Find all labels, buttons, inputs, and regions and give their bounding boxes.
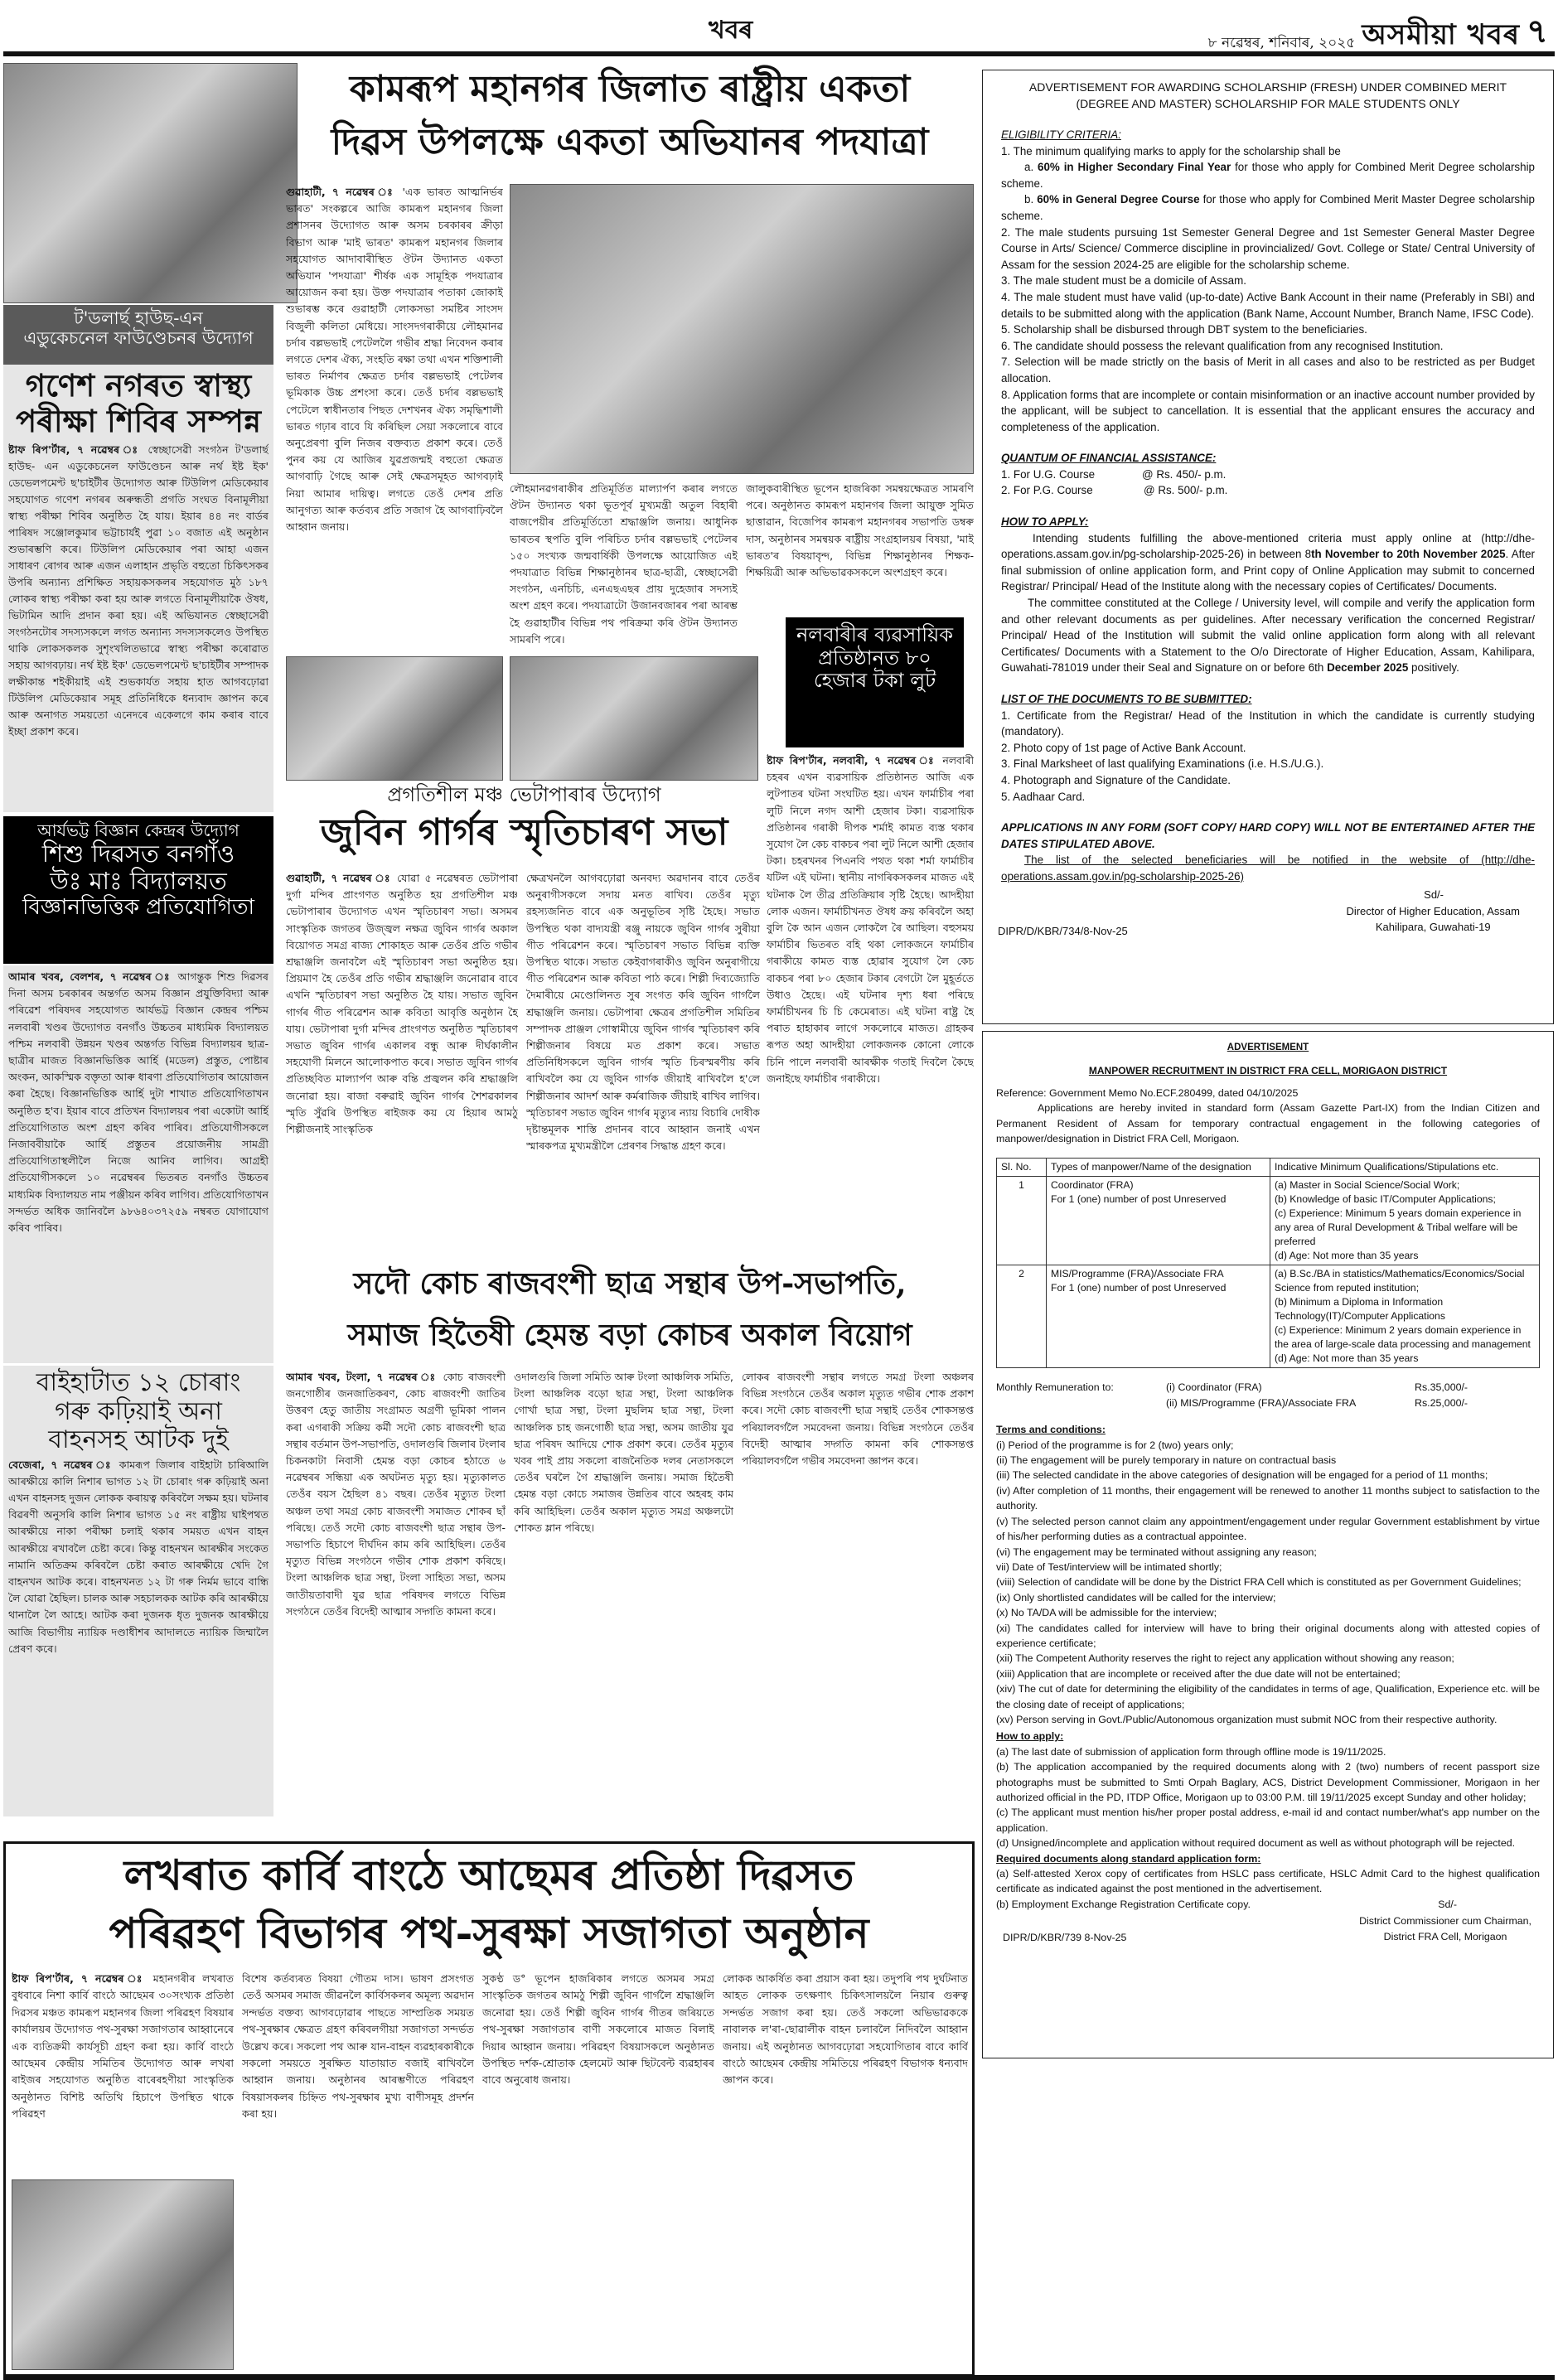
dateline: গুৱাহাটী, ৭ নৱেম্বৰ ঃ	[286, 186, 396, 198]
dateline: গুৱাহাটী, ৭ নৱেম্বৰ ঃ	[286, 872, 392, 884]
section-heading: ELIGIBILITY CRITERIA:	[1001, 128, 1121, 141]
karbi-col-1	[12, 1971, 234, 2174]
terms-list	[996, 1438, 1540, 1728]
warning-text: APPLICATIONS IN ANY FORM (SOFT COPY/ HARD COPY) WILL NOT BE ENTERTAINED AFTER THE DATES STIPULATED ABOVE.	[1001, 821, 1535, 850]
assistance-row: 2. For P.G. Course @ Rs. 500/- p.m.	[1001, 484, 1228, 497]
table-header: Types of manpower/Name of the designation	[1047, 1159, 1270, 1177]
posts-table	[996, 1158, 1540, 1368]
list-item: (vi) The engagement may be terminated without assigning any reason;	[996, 1546, 1317, 1558]
koch-col-2	[514, 1369, 733, 1816]
karbi-col-2	[242, 1971, 474, 2370]
sd-label: Sd/-	[1438, 1899, 1457, 1911]
table-header: Indicative Minimum Qualifications/Stipulations etc.	[1270, 1159, 1540, 1177]
list-item: (xiv) The cut of date for determining the eligibility of the candidates in terms of age, Qualification, Experience etc. will be the closing date of receipt of applications;	[996, 1683, 1540, 1710]
bottom-rule	[3, 2375, 1555, 2380]
headline: নলবাৰীৰ ব্যৱসায়িক	[796, 623, 954, 646]
list-item: (xii) The Competent Authority reserves the right to reject any application without showing any reason;	[996, 1652, 1454, 1665]
criteria-item: 3. The male student must be a domicile of Assam.	[1001, 274, 1246, 288]
karbi-col-4	[723, 1971, 968, 2370]
list-item: (i) Period of the programme is for 2 (two) years only;	[996, 1439, 1234, 1451]
section-heading: LIST OF THE DOCUMENTS TO BE SUBMITTED:	[1001, 693, 1252, 705]
karbi-headline	[8, 1846, 970, 1962]
karbi-col-3	[482, 1971, 714, 2370]
list-item: (a) Self-attested Xerox copy of certificates from HSLC pass certificate, HSLC Admit Card to the highest qualification certificate as indicated against the post mentioned in the advertisement.	[996, 1868, 1540, 1895]
ad-title: ADVERTISEMENT FOR AWARDING SCHOLARSHIP (FRESH) UNDER COMBINED MERIT	[1028, 80, 1507, 94]
section-heading: Required documents along standard application form:	[996, 1852, 1261, 1865]
unity-col-2	[510, 481, 738, 653]
section-heading: Terms and conditions:	[996, 1424, 1106, 1436]
article-body: যোৱা ৫ নৱেম্বৰত ভেটাপাৰা দুৰ্গা মন্দিৰ প্ৰাংগণত অনুষ্ঠিত হয় প্ৰগতিশীল মঞ্চ ভেটাপাৰাৰ উদ্যোগত এখন স্মৃতিচাৰণ সভা। অসমৰ সাংস্কৃতিক জগতৰ উজ্জ্বল নক্ষত্ৰ জুবিন গাৰ্গৰ অকাল বিয়োগত সমগ্ৰ ৰাজ্য শোকাহত আৰু তেওঁৰ প্ৰতি গভীৰ শ্ৰদ্ধাঞ্জলি জনাবলৈ এই স্মৃতিচাৰণ সভা অনুষ্ঠিত হয়। প্ৰিয়মাণ হৈ তেওঁৰ প্ৰতি গভীৰ শ্ৰদ্ধাঞ্জলি জনোৱাৰ বাবে এখনি স্মৃতিচাৰণ সভা অনুষ্ঠিত হৈ যায়। সভাত জুবিন গাৰ্গৰ গীত পৰিৱেশন আৰু কবিতা আবৃত্তি অনুষ্ঠান হৈ যায়। ভেটাপাৰা দুৰ্গা মন্দিৰ প্ৰাংগণত অনুষ্ঠিত স্মৃতিচাৰণ সভাত জুবিন গাৰ্গৰ একালৰ বন্ধু আৰু দীৰ্ঘকালীন সহযোগী মিলনে আলোকপাত কৰে। সভাত জুবিন গাৰ্গৰ প্ৰতিচ্ছবিত মাল্যাৰ্পণ আৰু বন্তি প্ৰজ্বলন কৰি শ্ৰদ্ধাঞ্জলি জনোৱা হয়। ৰাজা বৰুৱাই জুবিন গাৰ্গৰ শৈশৱকালৰ স্মৃতি সুঁৱৰি উপস্থিত ৰাইজক কয় যে হিয়াৰ আমঠু শিল্পীজনাই সাংস্কৃতিক	[286, 872, 518, 1136]
criteria-item: 6. The candidate should possess the relevant qualification from any recognised Institution.	[1001, 339, 1444, 352]
criteria-item: 5. Scholarship shall be disbursed through DBT system to the beneficiaries.	[1001, 323, 1367, 336]
list-item: (x) No TA/DA will be admissible for the interview;	[996, 1607, 1217, 1619]
post-cell: Coordinator (FRA) For 1 (one) number of post Unreserved	[1047, 1177, 1270, 1265]
headline: বিজ্ঞানভিত্তিক প্ৰতিযোগিতা	[22, 894, 254, 920]
criteria-item: 1. The minimum qualifying marks to apply for the scholarship shall be	[1001, 144, 1341, 157]
reference: Reference: Government Memo No.ECF.280499, dated 04/10/2025	[996, 1086, 1299, 1099]
headline: বাহনসহ আটক দুই	[48, 1425, 229, 1454]
unity-col-1	[286, 184, 503, 653]
list-item: (a) The last date of submission of application form through offline mode is 19/11/2025.	[996, 1745, 1386, 1758]
zubeen-event-photo-1	[510, 656, 758, 781]
criteria-item: b. 60% in General Degree Course for those who apply for Combined Merit Master Degree scholarship scheme.	[1001, 193, 1535, 222]
criteria-item: 2. The male students pursuing 1st Semester General Degree and 1st Semester General Master Degree Course in Arts/ Science/ Commerce discipline in provincialized/ Govt. College or State/ Central University of Assam for the session 2024-25 are eligible for the scholarship scheme.	[1001, 225, 1535, 271]
post-cell: MIS/Programme (FRA)/Associate FRA For 1 (one) number of post Unreserved	[1047, 1265, 1270, 1368]
list-item: (b) Employment Exchange Registration Certificate copy.	[996, 1898, 1251, 1910]
document-item: 1. Certificate from the Registrar/ Head of the Institution in which the candidate is currently studying (mandatory).	[1001, 709, 1535, 738]
kicker: প্ৰগতিশীল মঞ্চ ভেটাপাৰাৰ উদ্যোগ	[387, 783, 661, 806]
list-item: (xiii) Application that are incomplete or received after the due date will not be entertained;	[996, 1667, 1401, 1680]
dateline: ষ্টাফ ৰিপ'ৰ্টাৰ, ৭ নৱেম্বৰ ঃ	[8, 443, 142, 457]
koch-col-3	[742, 1369, 974, 1816]
section-heading: QUANTUM OF FINANCIAL ASSISTANCE:	[1001, 452, 1217, 465]
table-row	[997, 1177, 1540, 1265]
list-item: (c) The applicant must mention his/her proper postal address, e-mail id and contact number/what's app number on the application.	[996, 1807, 1540, 1834]
koch-headline	[286, 1258, 974, 1364]
remuneration-label: Monthly Remuneration to:	[996, 1381, 1114, 1394]
kicker-line: এডুকেচনেল ফাউণ্ডেচনৰ উদ্যোগ	[23, 328, 254, 349]
list-item: vii) Date of Test/interview will be intimated shortly;	[996, 1560, 1222, 1573]
cattle-story	[3, 1366, 273, 1816]
health-camp-photo	[3, 63, 298, 303]
unity-col-3	[746, 481, 974, 605]
signatory: District Commissioner cum Chairman, District FRA Cell, Morigaon	[1359, 1915, 1531, 1942]
zubeen-col-2	[526, 870, 760, 1251]
section-heading: HOW TO APPLY:	[1001, 515, 1089, 529]
list-item: (ii) The engagement will be purely temporary in nature on contractual basis	[996, 1454, 1337, 1467]
health-camp-story	[3, 365, 273, 812]
notice-text: The list of the selected beneficiaries will be notified in the website of (http://dhe-operations.assam.gov.in/pg-scholarship-2025-26)	[1001, 854, 1535, 883]
headline: গণেশ নগৰত স্বাস্থ্য	[25, 367, 252, 404]
science-headline-box	[3, 816, 273, 964]
headline: শিশু দিৱসত বনগাঁও	[41, 839, 235, 868]
sl-no: 1	[997, 1177, 1047, 1265]
criteria-item: 4. The male student must have valid (up-to-date) Active Bank Account in their name (Preferably in SBI) and details to be submitted along with the application (Bank Name, Account Number, Branch Name, IFSC Code).	[1001, 290, 1535, 320]
criteria-item: 7. Selection will be made strictly on the basis of Merit in all cases and also to be restricted as per Budget allocation.	[1001, 356, 1535, 385]
fra-recruitment-advertisement	[982, 1031, 1554, 2058]
article-body: 'এক ভাৰত আত্মনিৰ্ভৰ ভাৰত' সংকল্পৰে আজি কামৰূপ মহানগৰ জিলা প্ৰশাসনৰ উদ্যোগত আৰু অসম চৰকাৰৰ ক্ৰীড়া বিভাগ আৰু 'মাই ভাৰত' কামৰূপ মহানগৰ জিলাৰ সহযোগত আদাবাৰীস্থিত ঔটন উদ্যানত একতা অভিযান 'পদযাত্ৰা' শীৰ্ষক এক সামূহিক পদযাত্ৰাৰ আয়োজন কৰা হয়। উক্ত পদযাত্ৰাৰ পতাকা জোকাই শুভাৰম্ভ কৰে গুৱাহাটী লোকসভা সমষ্টিৰ সাংসদ বিজুলী কলিতা মেধিয়ে। সাংসদগৰাকীয়ে লৌহমানৱ চৰ্দাৰ বল্লভভাই পেটেললৈ গভীৰ শ্ৰদ্ধা নিবেদন কৰাৰ লগতে দেশৰ ঐক্য, সংহতি ৰক্ষা তথা এখন শক্তিশালী ভাৰত নিৰ্মাণৰ ক্ষেত্ৰত চৰ্দাৰ বল্লভভাই পেটেলৰ ভূমিকাক উচ্চ প্ৰশংসা কৰে। তেওঁ চৰ্দাৰ বল্লভভাই পেটেলে স্বাধীনতাৰ পিছত দেশখনৰ ঐক্য সমৃদ্ধিশালী ভাৰত গঢ়াৰ বাবে যি কৰিছিল সেয়া সকলোৰে বাবে অনুপ্ৰেৰণা বুলি নিজৰ বক্তব্যত প্ৰকাশ কৰে। তেওঁ পুনৰ কয় যে আজিৰ যুৱপ্ৰজন্মই বহুতো ক্ষেত্ৰত আগবাঢ়ি গৈছে আৰু সেই ক্ষেত্ৰসমূহত আগবঢ়াই নিয়া আমাৰ দায়িত্ব। লগতে তেওঁ দেশৰ প্ৰতি আনুগত্য আৰু কৰ্তব্যৰ প্ৰতি সজাগ হৈ আগবাঢ়িবলৈ আহ্বান জনায়।	[286, 186, 503, 534]
page-number: ৭	[1526, 12, 1548, 51]
article-body: লোকৰ ৰাজবংশী সন্থাৰ লগতে সমগ্ৰ টংলা অঞ্চলৰ বিভিন্ন সংগঠনে তেওঁৰ অকাল মৃত্যুত গভীৰ শোক প্ৰকাশ কৰে। সদৌ কোচ ৰাজবংশী ছাত্ৰ সন্থাই তেওঁৰ শোকসন্তপ্ত পৰিয়ালবৰ্গলৈ সমবেদনা জনায়। বিভিন্ন সংগঠনে তেওঁৰ বিদেহী আত্মাৰ সদ্গতি কামনা কৰি শোকসন্তপ্ত পৰিয়ালবৰ্গলৈ গভীৰ সমবেদনা জ্ঞাপন কৰে।	[742, 1371, 974, 1468]
article-body: আগন্তুক শিশু দিৱসৰ দিনা অসম চৰকাৰৰ অন্তৰ্গত অসম বিজ্ঞান প্ৰযুক্তিবিদ্যা আৰু পৰিৱেশ পৰিষদৰ সহযোগত আৰ্যভট্ট বিজ্ঞান কেন্দ্ৰৰ পশ্চিম নলবাৰী খণ্ডৰ উদ্যোগত বনগাঁও উচ্চতৰ মাধ্যমিক বিদ্যালয়ত পশ্চিম নলবাৰী উন্নয়ন খণ্ডৰ অন্তৰ্গত বিভিন্ন বিদ্যালয়ৰ ছাত্ৰ-ছাত্ৰীৰ মাজত বিজ্ঞানভিত্তিক আৰ্হি (মডেল) প্ৰস্তুত, পোষ্টাৰ অংকন, আকস্মিক বক্তৃতা আৰু ধাৰণা প্ৰতিযোগিতাৰ আয়োজন কৰা হৈছে। বিজ্ঞানভিত্তিক আৰ্হি দুটা শাখাত প্ৰতিযোগিতাখন অনুষ্ঠিত হ'ব। ইয়াৰ বাবে প্ৰতিখন বিদ্যালয়ৰ পৰা একোটা আৰ্হি প্ৰতিযোগিতাত অংশ গ্ৰহণ কৰিব পাৰিব। প্ৰতিযোগীসকলে নিজাববীয়াকৈ আৰ্হি প্ৰস্তুতৰ প্ৰয়োজনীয় সামগ্ৰী প্ৰতিযোগিতাস্থলীলৈ নিজে আনিব লাগিব। আগ্ৰহী প্ৰতিযোগীসকলে ১০ নৱেম্বৰৰ ভিতৰত বনগাঁও উচ্চতৰ মাধ্যমিক বিদ্যালয়ত নাম পঞ্জীয়ন কৰিব লাগিব। প্ৰতিযোগিতাখন সন্দৰ্ভত অধিক জানিবলৈ ৯৮৬৪০৩৭২৫৯ নম্বৰত যোগাযোগ কৰিব পাৰিব।	[8, 970, 269, 1235]
criteria-item: 8. Application forms that are incomplete or contain misinformation or an inactive account number provided by the applicant, will be subject to cancellation. It is essential that the applicant ensures the accuracy and completeness of the application.	[1001, 388, 1535, 433]
docs-list	[996, 1866, 1540, 1912]
list-item: (iii) The selected candidate in the above categories of designation will be engaged for a period of 11 months;	[996, 1469, 1488, 1482]
ad-label: ADVERTISEMENT	[1227, 1042, 1309, 1052]
health-camp-kicker	[3, 305, 273, 365]
ad-title: MANPOWER RECRUITMENT IN DISTRICT FRA CELL, MORIGAON DISTRICT	[1088, 1065, 1448, 1077]
list-item: (v) The selected person cannot claim any appointment/engagement under regular Government establishment by virtue of his/her performing duties as a contractual appointee.	[996, 1515, 1540, 1543]
article-body: কোচ ৰাজবংশী জনগোষ্ঠীৰ জনজাতিকৰণ, কোচ ৰাজবংশী জাতিৰ উত্তৰণ হেতু জাতীয় সংগ্ৰামত অগ্ৰণী ভূমিকা পালন কৰা এগৰাকী সক্ৰিয় কৰ্মী সদৌ কোচ ৰাজবংশী ছাত্ৰ সন্থাৰ বৰ্তমান উপ-সভাপতি, ওদালগুৰি জিলাৰ টংলাৰ চিকনকাটা নিবাসী হেমন্ত বড়া কোচৰ হঠাতে ৬ নৱেম্বৰৰ সন্ধিয়া এক অঘটনত মৃত্যু হয়। মৃত্যুকালত তেওঁৰ বয়স হৈছিল ৪১ বছৰ। তেওঁৰ মৃত্যুত টংলা অঞ্চল তথা সমগ্ৰ কোচ ৰাজবংশী সমাজত শোকৰ ছাঁ পৰিছে। তেওঁ সদৌ কোচ ৰাজবংশী ছাত্ৰ সন্থাৰ উপ-সভাপতি হিচাপে দীৰ্ঘদিন কাম কৰি আহিছিল। তেওঁৰ মৃত্যুত বিভিন্ন সংগঠনে গভীৰ শোক প্ৰকাশ কৰিছে। টংলা আঞ্চলিক ছাত্ৰ সন্থা, টংলা সাহিত্য সভা, অসম জাতীয়তাবাদী যুৱ ছাত্ৰ পৰিষদৰ লগতে বিভিন্ন সংগঠনে তেওঁৰ বিদেহী আত্মাৰ সদ্গতি কামনা কৰে।	[286, 1371, 506, 1618]
criteria-item: a. 60% in Higher Secondary Final Year for those who apply for Combined Merit Degree scholarship scheme.	[1001, 161, 1535, 190]
koch-col-1	[286, 1369, 506, 1816]
article-body: মহানগৰীৰ লখৰাত বুধবাৰে নিশা কাৰ্বি বাংঠে আছেমৰ ৩০সংখ্যক প্ৰতিষ্ঠা দিৱসৰ মঞ্চত কামৰূপ মহানগৰ জিলা পৰিৱহণ বিষয়াৰ কাৰ্যালয়ৰ উদ্যোগত পথ-সুৰক্ষা সজাগতাৰ আহ্বানেৰে এক ব্যতিক্ৰমী কাৰ্যসূচী গ্ৰহণ কৰা হয়। কাৰ্বি বাংঠে আছেমৰ কেন্দ্ৰীয় সমিতিৰ উদ্যোগত আৰু লখৰা ৰাইজৰ সহযোগত অনুষ্ঠিত বাৰেৰহণীয়া সাংস্কৃতিক অনুষ্ঠানত বিশিষ্ট অতিথি হিচাপে উপস্থিত থাকে পৰিৱহণ	[12, 1972, 234, 2121]
headline: সদৌ কোচ ৰাজবংশী ছাত্ৰ সন্থাৰ উপ-সভাপতি,	[353, 1266, 907, 1301]
dateline: ষ্টাফ ৰিপ'ৰ্টাৰ, নলবাৰী, ৭ নৱেম্বৰ ঃ	[767, 754, 937, 767]
science-story	[3, 965, 273, 1363]
headline: হেজাৰ টকা লুট	[813, 669, 936, 693]
document-item: 2. Photo copy of 1st page of Active Bank Account.	[1001, 741, 1246, 754]
article-body: সুকণ্ঠ ড° ভূপেন হাজৰিকাৰ লগতে অসমৰ সমগ্ৰ সাংস্কৃতিক জগতৰ আমঠু শিল্পী জুবিন গাৰ্গলৈ শ্ৰদ্ধাঞ্জলি জনোৱা হয়। তেওঁ শিল্পী জুবিন গাৰ্গৰ গীতৰ জৰিয়তে পথ-সুৰক্ষা সজাগতাৰ বাণী সকলোৰে মাজত বিলাই দিয়াৰ আহ্বান জনায়। পৰিৱহণ বিষয়াসকলে অনুষ্ঠানত উপস্থিত দৰ্শক-শ্ৰোতাক হেলমেট আৰু ছিটবেল্ট ব্যৱহাৰৰ বাবে অনুৰোধ জনায়।	[482, 1972, 714, 2087]
kicker: আৰ্যভট্ট বিজ্ঞান কেন্দ্ৰৰ উদ্যোগ	[37, 820, 240, 840]
intro: Applications are hereby invited in standard form (Assam Gazette Part-IX) from the Indian Citizen and Permanent Resident of Assam for temporary contractual engagement in the following categories of manpower/designation in District FRA Cell, Morigaon.	[996, 1102, 1540, 1145]
loot-story	[767, 752, 974, 1250]
quals-cell: (a) B.Sc./BA in statistics/Mathematics/Economics/Social Science from reputed institution; (b) Minimum a Diploma in Information Technology(IT)/Computer Applications (c) Experience: Minimum 2 years domain experience in the area of large-scale data processing and management (d) Age: Not more than 35 years	[1270, 1265, 1540, 1368]
article-body: জালুকবাৰীস্থিত ভূপেন হাজৰিকা সমন্বয়ক্ষেত্ৰত সামৰণি পৰে। অনুষ্ঠানত কামৰূপ মহানগৰ জিলা আয়ুক্ত সুমিত ছাত্তাৱান, বিজেপিৰ কামৰূপ মহানগৰৰ সভাপতি ডম্বৰু দাস, অনুষ্ঠানৰ সমন্বয়ক ৰাষ্ট্ৰীয় সংগ্ৰহালয়ৰ বিষয়া, 'মাই ভাৰত'ৰ বিষয়াবৃন্দ, বিভিন্ন শিক্ষানুষ্ঠানৰ শিক্ষক-শিক্ষয়িত্ৰী আৰু অভিভাৱকসকলে অংশগ্ৰহণ কৰে।	[746, 482, 974, 579]
masthead-rule	[3, 51, 1555, 56]
list-item: (ix) Only shortlisted candidates will be called for the interview;	[996, 1591, 1276, 1604]
zubeen-headline	[286, 784, 762, 867]
newspaper-logo: অসমীয়া খবৰ	[1362, 18, 1520, 51]
assistance-row: 1. For U.G. Course @ Rs. 450/- p.m.	[1001, 467, 1227, 481]
list-item: (b) The application accompanied by the required documents along with 2 (two) numbers of recent passport size photographs must be submitted to Smti Orpah Baglary, ACS, District Development Commissioner, Morigaon in her authorized official in the PD, ITDP Office, Morigaon up to 03:00 P.M. till 19/11/2025 except Sunday and other holiday;	[996, 1761, 1540, 1803]
headline: উঃ মাঃ বিদ্যালয়ত	[50, 867, 227, 896]
headline: পৰীক্ষা শিবিৰ সম্পন্ন	[16, 402, 261, 439]
table-header: Sl. No.	[997, 1159, 1047, 1177]
apply-paragraph: The committee constituted at the College / University level, will compile and verify the application form and other relevant documents as per guidelines. After necessary verification the concerned Registrar/ Principal/ Head of the Institution will submit the valid online application form along with all relevant Certificates/ Documents with a Statement to the O/o Directorate of Higher Education, Assam, Kahilipara, Guwahati-781019 under their Seal and Signature on or before 6th December 2025 positively.	[1001, 597, 1535, 675]
sd-label: Sd/-	[1424, 888, 1444, 901]
article-body: বিশেষ কৰ্তব্যৰত বিষয়া গৌতম দাস। ভাষণ প্ৰসংগত তেওঁ অসমৰ সমাজ জীৱনলৈ কাৰ্বিসকলৰ অমূল্য অৱদান সন্দৰ্ভত বক্তব্য আগবঢ়োৱাৰ পাছতে সাম্প্ৰতিক সময়ত পথ-সুৰক্ষাৰ ক্ষেত্ৰত গ্ৰহণ কৰিবলগীয়া সজাগতা সন্দৰ্ভত উল্লেখ কৰে। সকলো পথ আৰু যান-বাহন ব্যৱহাৰকাৰীকে সকলো সময়তে সুৰক্ষিত যাতায়াত বজাই ৰাখিবলৈ আহ্বান জনায়। অনুষ্ঠানৰ আৰম্ভণীতে পৰিৱহণ বিষয়াসকলৰ চিহ্নিত পথ-সুৰক্ষাৰ মুখ্য বাণীসমূহ প্ৰদৰ্শন কৰা হয়।	[242, 1972, 474, 2121]
apply-list	[996, 1744, 1540, 1851]
article-body: নলবাৰী চহৰৰ এখন ব্যৱসায়িক প্ৰতিষ্ঠানত আজি এক লুটপাতৰ ঘটনা সংঘটিত হয়। এখন ফাৰ্মাচীৰ পৰা লুটি নিলে নগদ আশী হেজাৰ টকা। ব্যৱসায়িক প্ৰতিষ্ঠানৰ গৰাকী দীপক শৰ্মাই কামত ব্যস্ত থকাৰ সুযোগ লৈ কেচ বাকচৰ পৰা লুট নিলে আশী হেজাৰ টকা। চহৰখনৰ পিএনবি পথত থকা শৰ্মা ফাৰ্মাচীৰ যটিল এই ঘটনা। স্থানীয় নাগৰিকসকলৰ মাজত এই ঘটনাক লৈ তীব্ৰ প্ৰতিক্ৰিয়াৰ সৃষ্টি হৈছে। আদহীয়া লোক এজন। ফাৰ্মাচীখনত ঔষধ ক্ৰয় কৰিবলৈ অহা বুলি কৈ আন এজন লোকলৈ ৰৈ আছিল। বহুসময় ফাৰ্মাচীৰ ভিতৰত বহি থকা লোকজনে ফাৰ্মাচীৰ গৰাকীয়ে কামত ব্যস্ত হোৱাৰ সুযোগ লৈ কেচ বাকচৰ পৰা ৮০ হেজাৰ টকাৰ বেগটো লৈ মুহূৰ্ততে উধাও হৈছে। এই ঘটনাৰ দৃশ্য ধৰা পৰিছে ফাৰ্মাচীখনৰ চি চি কেমেৰাত। এই ঘটনা ৰাষ্ট্ৰ হৈ পৰাত হাহাকাৰ লাগে সকলোৰে মাজত। গ্ৰাহকৰ ৰূপত অহা আদহীয়া লোকজনক কোনো লোকে চিনি পালে নলবাৰী আৰক্ষীক গতাই দিবলৈ কৈছে জনাইছে ফাৰ্মাচীৰ গৰাকীয়ে।	[767, 754, 974, 1085]
headline: জুবিন গাৰ্গৰ স্মৃতিচাৰণ সভা	[320, 810, 728, 854]
section-heading: How to apply:	[996, 1730, 1064, 1743]
scholarship-advertisement	[982, 70, 1554, 1024]
dateline: বেজেৰা, ৭ নৱেম্বৰ ঃ	[8, 1458, 114, 1471]
ad-reference: DIPR/D/KBR/734/8-Nov-25	[998, 924, 1128, 937]
unity-headline	[286, 63, 974, 179]
kicker-line: ট'ডলাৰ্ছ হাউছ-এন	[74, 308, 203, 328]
signature-block	[998, 885, 1535, 943]
signatory: Director of Higher Education, Assam Kahilipara, Guwahati-19	[1346, 904, 1520, 934]
headline: গৰু কঢ়িয়াই অনা	[55, 1396, 222, 1426]
list-item: (xi) The candidates called for interview will have to bring their original documents along with attested copies of experience certificate;	[996, 1622, 1540, 1649]
article-body: কামৰূপ জিলাৰ বাইহাটা চাৰিআলি আৰক্ষীয়ে কালি নিশাৰ ভাগত ১২ টা চোৰাং গৰু কঢ়িয়াই অনা এখন বাহনসহ দুজন লোকক কৰায়ত্ব কৰিবলৈ সক্ষম হয়। ঘটনাৰ বিৱৰণী অনুসৰি কালি নিশাৰ ভাগত ১৫ নং ৰাষ্ট্ৰীয় ঘাইপথত আৰক্ষীয়ে নাকা পৰীক্ষা চলাই থকাৰ সময়ত এখন বাহন আৰক্ষীয়ে ৰখাবলৈ চেষ্টা কৰে। কিন্তু বাহনখন আৰক্ষীৰ সংকেত নামানি অতিক্ৰম কৰিবলৈ চেষ্টা কৰাত আৰক্ষীয়ে খেদি গৈ বাহনখন আটক কৰে। বাহনখনত ১২ টা গৰু নিৰ্মম ভাবে বান্ধি লৈ যোৱা হৈছিল। চালক আৰু সহচালকক আটক কৰি আৰক্ষীয়ে থানালৈ লৈ আহে। আটক কৰা দুজনক ধৃত দুজনক আৰক্ষীয়ে আজি বিভাগীয় ন্যায়িক দণ্ডাধীশৰ আদালতে ন্যায়িক জিম্মালৈ প্ৰেৰণ কৰে।	[8, 1458, 269, 1655]
apply-paragraph: Intending students fulfilling the above-mentioned criteria must apply online at (http://dhe-operations.assam.gov.in/pg-scholarship-2025-26) in between 8th November to 20th November 2025. After final submission of online application form, and Print copy of Online Application may submit to concerned Registrar/ Principal/ Head of the Institute along with the necessary copies of Certificates/ Documents.	[1001, 531, 1535, 593]
quals-cell: (a) Master in Social Science/Social Work; (b) Knowledge of basic IT/Computer Applications; (c) Experience: Minimum 5 years domain experience in any area of Rural Development & Tribal welfare will be preferred (d) Age: Not more than 35 years	[1270, 1177, 1540, 1265]
table-header-row	[997, 1159, 1540, 1177]
headline: দিৱস উপলক্ষে একতা অভিযানৰ পদযাত্ৰা	[331, 121, 929, 163]
karbi-event-photo	[12, 2179, 234, 2370]
section-title: খবৰ	[709, 16, 753, 45]
zubeen-event-photo-2	[286, 656, 503, 781]
headline: পৰিৱহণ বিভাগৰ পথ-সুৰক্ষা সজাগতা অনুষ্ঠান	[109, 1908, 869, 1957]
dateline: আমাৰ খবৰ, বেলশৰ, ৭ নৱেম্বৰ ঃ	[8, 970, 172, 983]
issue-date: ৮ নৱেম্বৰ, শনিবাৰ, ২০২৫	[1207, 35, 1356, 51]
list-item: (iv) After completion of 11 months, their engagement will be renewed to another 11 months subject to satisfaction to the authority.	[996, 1484, 1540, 1512]
list-item: (viii) Selection of candidate will be done by the District FRA Cell which is constituted as per Government Guidelines;	[996, 1576, 1522, 1589]
ad-reference: DIPR/D/KBR/739 8-Nov-25	[1003, 1932, 1127, 1944]
masthead	[0, 0, 1558, 51]
article-body: লোকক আকৰ্ষিত কৰা প্ৰয়াস কৰা হয়। তদুপৰি পথ দুৰ্ঘটনাত আহত লোকক তৎক্ষণাৎ চিকিৎসালয়লৈ নিয়াৰ গুৰুত্ব সন্দৰ্ভত সজাগ কৰা হয়। তেওঁ সকলো অভিভাৱককে নাবালক ল'ৰা-ছোৱালীক বাহন চলাবলৈ নিদিবলৈ আহ্বান জনায়। এই অনুষ্ঠানত আগবঢ়োৱা সহযোগিতাৰ বাবে কাৰ্বি বাংঠে আছেমৰ কেন্দ্ৰীয় সমিতিয়ে পৰিৱহণ বিভাগক ধন্যবাদ জ্ঞাপন কৰে।	[723, 1972, 968, 2087]
list-item: (d) Unsigned/incomplete and application without required document as well as without photograph will be rejected.	[996, 1837, 1516, 1850]
dateline: আমাৰ খবৰ, টংলা, ৭ নৱেম্বৰ ঃ	[286, 1371, 438, 1383]
document-item: 5. Aadhaar Card.	[1001, 790, 1086, 803]
headline: কামৰূপ মহানগৰ জিলাত ৰাষ্ট্ৰীয় একতা	[349, 68, 911, 110]
zubeen-col-1	[286, 870, 518, 1251]
article-body: লৌহমানৱগৰাকীৰ প্ৰতিমূৰ্তিত মাল্যাৰ্পণ কৰাৰ লগতে ঔটন উদ্যানত থকা ভূতপূৰ্ব মুখ্যমন্ত্ৰী অতুল বিহাৰী বাজপেয়ীৰ প্ৰতিমূৰ্তিতো শ্ৰদ্ধাঞ্জলি জনায়। আধুনিক ভাৰতৰ স্থপতি বুলি পৰিচিত চৰ্দাৰ বল্লভভাই পেটেলৰ ১৫০ সংখ্যক জন্মবাৰ্ষিকী উপলক্ষে আয়োজিত এই পদযাত্ৰাত বিভিন্ন শিক্ষানুষ্ঠানৰ ছাত্ৰ-ছাত্ৰী, স্বেচ্ছাসেৱী সংগঠন, এনচিচি, এনএছএছৰ প্ৰায় দুহেজাৰ সদস্যই অংশ গ্ৰহণ কৰে। পদযাত্ৰাটো উজানবজাৰৰ পৰা আৰম্ভ হৈ গুৱাহাটীৰ বিভিন্ন পথ পৰিক্ৰমা কৰি ঔটন উদ্যানত সামৰণি পৰে।	[510, 482, 738, 646]
table-row	[997, 1265, 1540, 1368]
unity-march-photo	[510, 184, 974, 474]
article-body: ওদালগুৰি জিলা সমিতি আৰু টংলা আঞ্চলিক সমিতি, টংলা আঞ্চলিক বড়ো ছাত্ৰ সন্থা, টংলা আঞ্চলিক গোৰ্খা ছাত্ৰ সন্থা, টংলা মুছলিম ছাত্ৰ সন্থা, টংলা আঞ্চলিক চাহ জনগোষ্ঠী ছাত্ৰ সন্থা, অসম জাতীয় যুৱ ছাত্ৰ পৰিষদ আদিয়ে শোক প্ৰকাশ কৰে। তেওঁৰ মৃত্যুৰ খবৰ পাই প্ৰায় সকলো ৰাজনৈতিক দলৰ নেতাসকলে তেওঁৰ ঘৰলৈ গৈ শ্ৰদ্ধাঞ্জলি জনায়। সমাজ হিতৈষী হেমন্ত বড়া কোচে সমাজৰ উন্নতিৰ বাবে অহৰহ কাম কৰি আহিছিল। তেওঁৰ অকাল মৃত্যুত সমগ্ৰ অঞ্চলটো শোকত ম্লান পৰিছে।	[514, 1371, 733, 1534]
article-body: স্বেচ্ছাসেৱী সংগঠন ট'ডলাৰ্ছ হাউছ- এন এডুকেচনেল ফাউণ্ডেচন আৰু নৰ্থ ইষ্ট ইক' ডেভেলপমেণ্ট ছ'চাইটীৰ উদ্যোগত আৰু টিউলিপ মেডিকেয়াৰ সহযোগত গণেশ নগৰৰ অৰুন্ধতী প্ৰগতি সংঘত বিনামূলীয়া স্বাস্থ্য পৰীক্ষা শিবিৰ অনুষ্ঠিত হৈ যায়। ইয়াৰ ৪৪ নং বাৰ্ডৰ পাৰিষদ সঞ্জোলকুমাৰ ভট্টাচাৰ্যই পুৱা ১০ বজাত এই অনুষ্ঠান শুভাৰম্ভণি কৰে। টিউলিপ মেডিকেয়াৰ পৰা আহা এজন সাধাৰণ ৰোগৰ আৰু এজন এলাহান প্ৰভৃতি বহুতো চিকিৎসকৰ উপৰি অন্যান্য প্ৰশিক্ষিত সহায়কসকলৰ সহযোগত মুঠ ১৮৭ লোকৰ স্বাস্থ্য পৰীক্ষা কৰা হয় আৰু লগতে বিনামূলীয়াকৈ ঔষধ, ভিটামিন আদি প্ৰদান কৰা হয়। এই অভিযানত স্বেচ্ছাসেৱী সংগঠনটোৰ সদস্যসকলে লগত অন্যান্য সদস্যসকলেও উপস্থিত থাকি লোকসকলক সুশৃংখলিতভাৱে স্বাস্থ্য পৰীক্ষা কৰোৱাত সহায় আগবঢ়ায়। নৰ্থ ইষ্ট ইক' ডেভেলপমেণ্ট ছ'চাইটীৰ সম্পাদক লক্ষীকান্ত শইকীয়াই এই শুভকাৰ্যত সহায় হাত আগবঢ়োৱা টিউলিপ মেডিকেয়াৰ সমূহ প্ৰতিনিধিকে ধন্যবাদ জ্ঞাপন কৰে আৰু অনাগত সময়তো এনেদৰে একেলগে কাম কৰাৰ বাবে ইচ্ছা প্ৰকাশ কৰে।	[8, 443, 269, 738]
document-item: 4. Photograph and Signature of the Candidate.	[1001, 773, 1231, 786]
headline: বাইহাটাত ১২ চোৰাং	[36, 1368, 241, 1397]
remuneration-block: Monthly Remuneration to: (i) Coordinator (FRA) Rs.35,000/- (ii) MIS/Programme (FRA)/Associate FRA Rs.25,000/-	[996, 1380, 1540, 1410]
article-body: ক্ষেত্ৰখনলৈ আগবঢ়োৱা অনবদ্য অৱদানৰ বাবে তেওঁৰ অনুৰাগীসকলে সদায় মনত ৰাখিব। তেওঁৰ মৃত্যু রহস্যজনিত বাবে এক অনুভূতিৰ সৃষ্টি হৈছে। সভাত উপস্থিত থকা বাদ্যযন্ত্ৰী ৰঞ্জু নায়কে জুবিন গাৰ্গৰ সুৰীয়া গীত পৰিৱেশন কৰে। স্মৃতিচাৰণ সভাত বিভিন্ন ব্যক্তি উপস্থিত থাকে। সভাত কেইবাগৰাকীও জুবিন অনুৰাগীয়ে গীত পৰিৱেশন আৰু কবিতা পাঠ কৰে। শিল্পী দিব্যজ্যোতি দৈমাৰীয়ে মেণ্ডোলিনত সুৰ সংগত কৰি জুবিন গাৰ্গলৈ শ্ৰদ্ধাঞ্জলি জনায়। ভেটাপাৰা ক্ষেত্ৰৰ প্ৰগতিশীল সমিতিৰ সম্পাদক প্ৰাঞ্জল গোস্বামীয়ে জুবিন গাৰ্গৰ স্মৃতিচাৰণ কৰি শিল্পীজনাৰ বিষয়ে মত প্ৰকাশ কৰে। সভাত প্ৰতিনিধিসকলে জুবিন গাৰ্গৰ স্মৃতি চিৰস্মৰণীয় কৰি ৰাখিবলৈ কয় যে জুবিন গাৰ্গক জীয়াই ৰাখিবলৈ হ'লে শিল্পীজনাৰ আদৰ্শ আৰু কৰ্মৰাজিক জীয়াই ৰাখিব লাগিব। স্মৃতিচাৰণ সভাত জুবিন গাৰ্গৰ মৃত্যুৰ ন্যায় বিচাৰি দোষীক দৃষ্টান্তমূলক শাস্তি প্ৰদানৰ বাবে আহ্বান জনাই এখন স্মাৰকপত্ৰ মুখ্যমন্ত্ৰীলৈ প্ৰেৰণৰ সিদ্ধান্ত গ্ৰহণ কৰে।	[526, 872, 760, 1153]
headline: সমাজ হিতৈষী হেমন্ত বড়া কোচৰ অকাল বিয়োগ	[347, 1318, 912, 1352]
ad-title: (DEGREE AND MASTER) SCHOLARSHIP FOR MALE STUDENTS ONLY	[1076, 97, 1460, 110]
dateline: ষ্টাফ ৰিপ'ৰ্টাৰ, ৭ নৱেম্বৰ ঃ	[12, 1972, 147, 1985]
sl-no: 2	[997, 1265, 1047, 1368]
headline: প্ৰতিষ্ঠানত ৮০	[818, 646, 931, 670]
loot-headline-box	[786, 617, 964, 747]
headline: লখৰাত কাৰ্বি বাংঠে আছেমৰ প্ৰতিষ্ঠা দিৱসত	[123, 1850, 854, 1899]
list-item: (xv) Person serving in Govt./Public/Autonomous organization must submit NOC from their respective authority.	[996, 1713, 1498, 1725]
document-item: 3. Final Marksheet of last qualifying Examinations (i.e. H.S./U.G.).	[1001, 757, 1324, 771]
